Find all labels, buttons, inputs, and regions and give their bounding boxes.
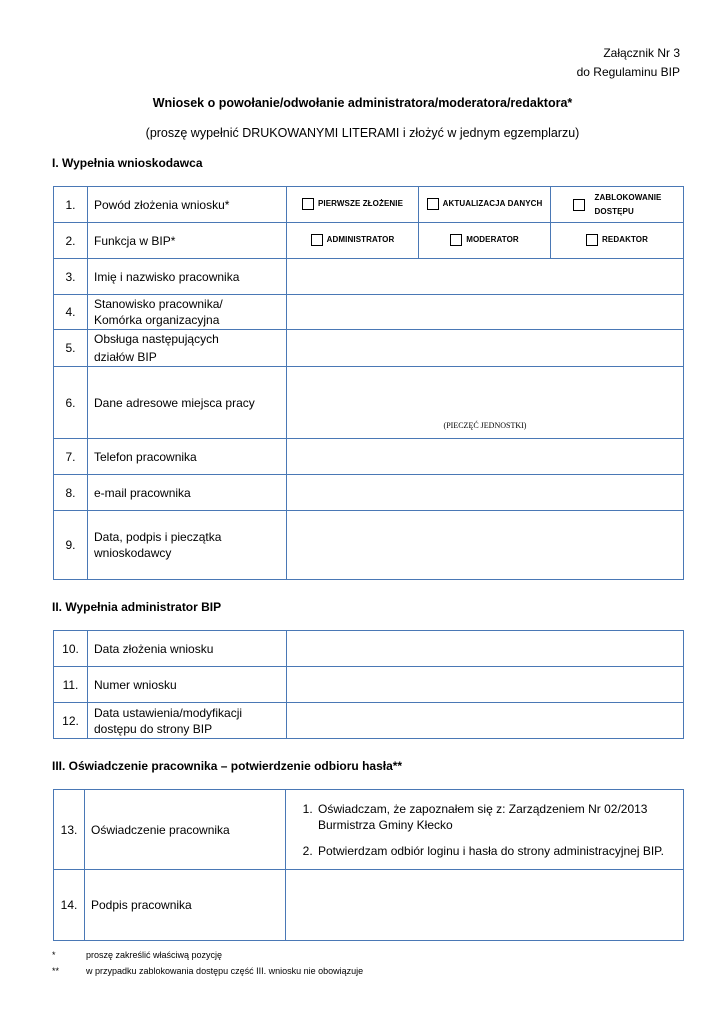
row-label: Oświadczenie pracownika <box>85 790 286 870</box>
table-row <box>54 511 684 580</box>
row-number: 5. <box>54 330 88 367</box>
row-number: 2. <box>54 223 88 259</box>
row-number: 6. <box>54 367 88 439</box>
row-number: 8. <box>54 475 88 511</box>
declaration-list <box>290 801 679 859</box>
signature-field[interactable] <box>287 511 684 580</box>
row-number: 9. <box>54 511 88 580</box>
row-label: Podpis pracownika <box>85 870 286 941</box>
table-row <box>54 870 684 941</box>
form-title: Wniosek o powołanie/odwołanie administratora/moderatora/redaktora* <box>152 96 573 110</box>
checkbox-icon[interactable] <box>573 199 585 211</box>
option-block-access[interactable]: ZABLOKOWANIE DOSTĘPU <box>551 187 684 223</box>
table-row <box>54 259 684 295</box>
row-label: Data złożenia wniosku <box>88 631 287 667</box>
table-row <box>54 475 684 511</box>
row-label: Dane adresowe miejsca pracy <box>88 367 287 439</box>
row-number: 3. <box>54 259 88 295</box>
row-label: Obsługa następujących działów BIP <box>88 330 287 367</box>
access-date-field[interactable] <box>287 703 684 739</box>
table-row <box>54 631 684 667</box>
option-editor[interactable]: REDAKTOR <box>551 223 684 259</box>
row-label: Funkcja w BIP* <box>88 223 287 259</box>
section3-heading: III. Oświadczenie pracownika – potwierdzenie odbioru hasła** <box>52 759 403 773</box>
row-label: e-mail pracownika <box>88 475 287 511</box>
option-administrator[interactable]: ADMINISTRATOR <box>287 223 419 259</box>
row-number: 11. <box>54 667 88 703</box>
checkbox-icon[interactable] <box>427 198 439 210</box>
table-row <box>54 330 684 367</box>
row-number: 4. <box>54 295 88 330</box>
table-row <box>54 295 684 330</box>
row-number: 14. <box>54 870 85 941</box>
footnote: ** w przypadku zablokowania dostępu część III. wniosku nie obowiązuje <box>52 966 364 976</box>
checkbox-icon[interactable] <box>450 234 462 246</box>
checkbox-icon[interactable] <box>302 198 314 210</box>
table-row <box>54 367 684 439</box>
section3-table <box>53 789 684 941</box>
departments-field[interactable] <box>287 330 684 367</box>
form-subtitle: (proszę wypełnić DRUKOWANYMI LITERAMI i złożyć w jednym egzemplarzu) <box>145 126 580 140</box>
table-row <box>54 667 684 703</box>
option-moderator[interactable]: MODERATOR <box>419 223 551 259</box>
table-row <box>54 790 684 870</box>
table-row <box>54 703 684 739</box>
stamp-caption: (PIECZĘĆ JEDNOSTKI) <box>443 421 527 430</box>
row-number: 1. <box>54 187 88 223</box>
declaration-item: 2. Potwierdzam odbiór loginu i hasła do strony administracyjnej BIP. <box>316 843 679 859</box>
row-number: 12. <box>54 703 88 739</box>
row-number: 13. <box>54 790 85 870</box>
row-label: Numer wniosku <box>88 667 287 703</box>
section1-table <box>53 186 684 580</box>
checkbox-icon[interactable] <box>586 234 598 246</box>
section2-heading: II. Wypełnia administrator BIP <box>52 600 222 614</box>
phone-field[interactable] <box>287 439 684 475</box>
row-label: Telefon pracownika <box>88 439 287 475</box>
row-number: 7. <box>54 439 88 475</box>
declaration-item: 1. Oświadczam, że zapoznałem się z: Zarządzeniem Nr 02/2013 Burmistrza Gminy Kłecko <box>316 801 679 833</box>
section1-heading: I. Wypełnia wnioskodawca <box>52 156 203 170</box>
row-number: 10. <box>54 631 88 667</box>
section2-table <box>53 630 684 739</box>
table-row <box>54 223 684 259</box>
row-label: Powód złożenia wniosku* <box>88 187 287 223</box>
footnote: * proszę zakreślić właściwą pozycję <box>52 950 223 960</box>
submission-date-field[interactable] <box>287 631 684 667</box>
request-number-field[interactable] <box>287 667 684 703</box>
email-field[interactable] <box>287 475 684 511</box>
employee-signature-field[interactable] <box>286 870 684 941</box>
attachment-note <box>577 44 680 82</box>
table-row <box>54 187 684 223</box>
option-data-update[interactable]: AKTUALIZACJA DANYCH <box>419 187 551 223</box>
attachment-line1: Załącznik Nr 3 <box>603 46 680 60</box>
attachment-line2: do Regulaminu BIP <box>576 65 680 79</box>
row-label: Imię i nazwisko pracownika <box>88 259 287 295</box>
address-field[interactable] <box>287 367 684 439</box>
row-label: Stanowisko pracownika/ Komórka organizacyjna <box>88 295 287 330</box>
name-field[interactable] <box>287 259 684 295</box>
position-field[interactable] <box>287 295 684 330</box>
table-row <box>54 439 684 475</box>
option-first-submission[interactable]: PIERWSZE ZŁOŻENIE <box>287 187 419 223</box>
declaration-cell <box>286 790 684 870</box>
row-label: Data ustawienia/modyfikacji dostępu do strony BIP <box>88 703 287 739</box>
checkbox-icon[interactable] <box>311 234 323 246</box>
row-label: Data, podpis i pieczątka wnioskodawcy <box>88 511 287 580</box>
